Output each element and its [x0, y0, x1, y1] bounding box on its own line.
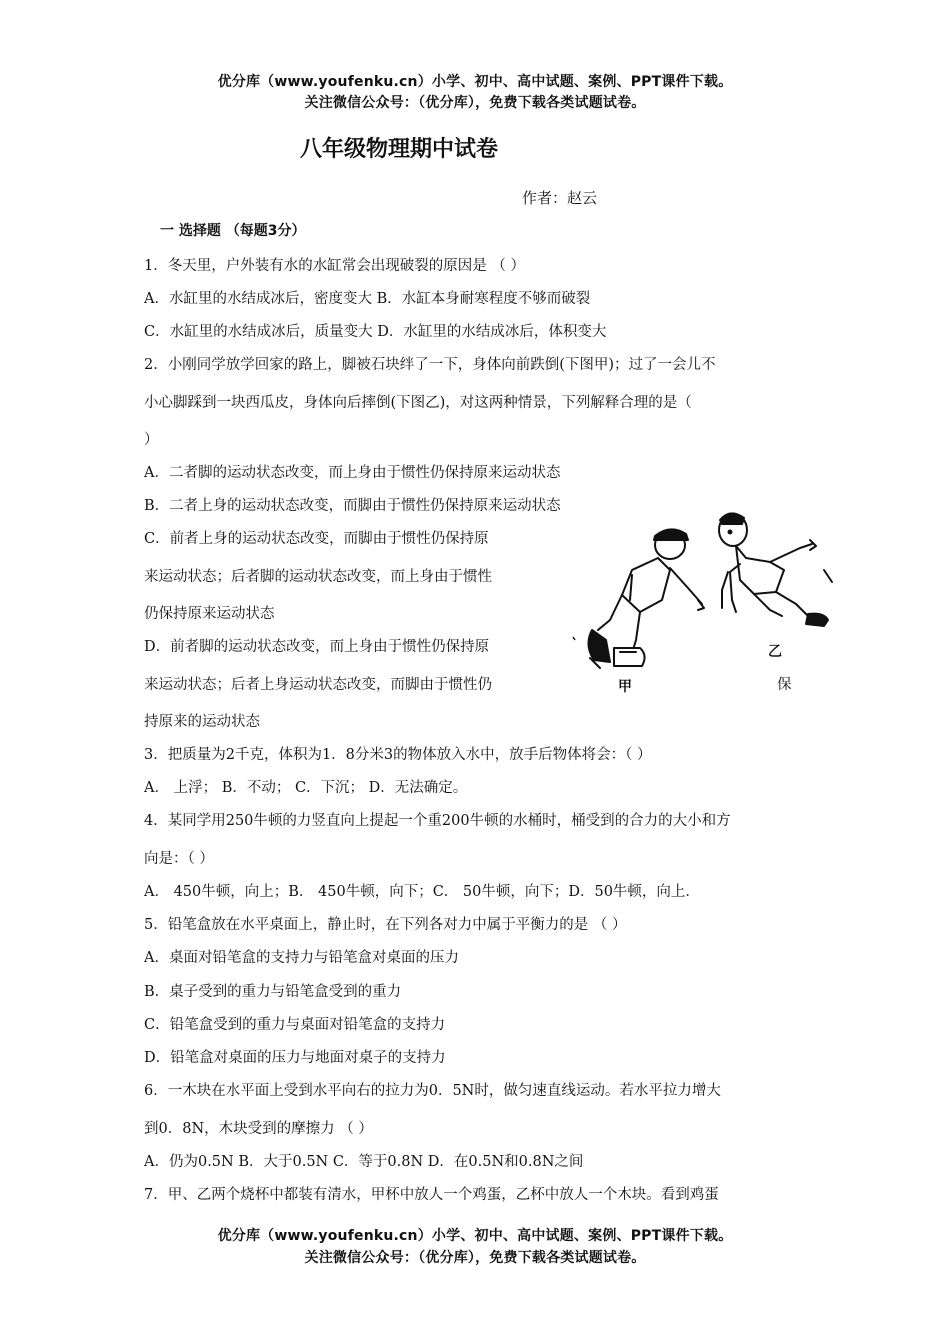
- question-line: A．仍为0.5N B．大于0.5N C．等于0.8N D．在0.5N和0.8N之间: [144, 1154, 584, 1170]
- question-line: A．水缸里的水结成冰后，密度变大 B．水缸本身耐寒程度不够而破裂: [144, 291, 591, 307]
- figure-drawing: [570, 500, 840, 700]
- header-line-1: 优分库（www.youfenku.cn）小学、初中、高中试题、案例、PPT课件下载。: [217, 74, 733, 90]
- question-line: 小心脚踩到一块西瓜皮，身体向后摔倒(下图乙)，对这两种情景，下列解释合理的是（: [144, 395, 692, 411]
- question-line: 来运动状态；后者脚的运动状态改变，而上身由于惯性: [144, 569, 492, 585]
- question-line: B．二者上身的运动状态改变，而脚由于惯性仍保持原来运动状态: [144, 498, 561, 514]
- question-line: D．铅笔盒对桌面的压力与地面对桌子的支持力: [144, 1050, 446, 1066]
- question-line: A． 450牛顿，向上；B． 450牛顿，向下；C． 50牛顿，向下；D．50牛顿，向上．: [144, 884, 700, 900]
- question-line: C．铅笔盒受到的重力与桌面对铅笔盒的支持力: [144, 1017, 446, 1033]
- question-line: 仍保持原来运动状态: [144, 606, 275, 622]
- question-line: A．桌面对铅笔盒的支持力与铅笔盒对桌面的压力: [144, 950, 459, 966]
- header-line-2: 关注微信公众号：（优分库），免费下载各类试题试卷。: [304, 95, 646, 111]
- question-line: A．二者脚的运动状态改变，而上身由于惯性仍保持原来运动状态: [144, 465, 561, 481]
- question-line: 5．铅笔盒放在水平桌面上，静止时，在下列各对力中属于平衡力的是 （ ）: [144, 917, 627, 933]
- figure-label-yi: 乙: [768, 644, 782, 660]
- question-line: 6．一木块在水平面上受到水平向右的拉力为0．5N时，做匀速直线运动。若水平拉力增大: [144, 1083, 721, 1099]
- figure-label-bao: 保: [777, 677, 792, 693]
- section-heading: 一 选择题 （每题3分）: [160, 223, 306, 239]
- page-title: 八年级物理期中试卷: [300, 137, 499, 162]
- falling-boys-figure: [570, 500, 840, 700]
- question-line: C．前者上身的运动状态改变，而脚由于惯性仍保持原: [144, 531, 489, 547]
- question-line: 4．某同学用250牛顿的力竖直向上提起一个重200牛顿的水桶时，桶受到的合力的大小和方: [144, 813, 731, 829]
- question-line: C．水缸里的水结成冰后，质量变大 D．水缸里的水结成冰后，体积变大: [144, 324, 607, 340]
- question-line: 到0．8N，木块受到的摩擦力 （ ）: [144, 1121, 373, 1137]
- question-line: 1．冬天里，户外装有水的水缸常会出现破裂的原因是 （ ）: [144, 258, 525, 274]
- question-line: 7．甲、乙两个烧杯中都装有清水，甲杯中放人一个鸡蛋，乙杯中放人一个木块。看到鸡蛋: [144, 1187, 719, 1203]
- question-line: A． 上浮； B．不动； C．下沉； D．无法确定。: [144, 780, 468, 796]
- question-line: 3．把质量为2千克，体积为1．8分米3的物体放入水中，放手后物体将会：（ ）: [144, 747, 652, 763]
- question-line: 持原来的运动状态: [144, 714, 260, 730]
- question-line: 向是：（ ）: [144, 851, 214, 867]
- author: 作者：赵云: [522, 189, 598, 207]
- figure-label-jia: 甲: [618, 679, 632, 695]
- footer-line-1: 优分库（www.youfenku.cn）小学、初中、高中试题、案例、PPT课件下载。: [217, 1228, 733, 1244]
- question-line: 来运动状态；后者上身运动状态改变，而脚由于惯性仍: [144, 677, 492, 693]
- question-line: ）: [144, 432, 159, 448]
- question-line: D．前者脚的运动状态改变，而上身由于惯性仍保持原: [144, 639, 490, 655]
- footer-line-2: 关注微信公众号：（优分库），免费下载各类试题试卷。: [304, 1250, 646, 1266]
- question-line: 2．小刚同学放学回家的路上，脚被石块绊了一下，身体向前跌倒(下图甲)；过了一会儿不: [144, 357, 716, 373]
- question-line: B．桌子受到的重力与铅笔盒受到的重力: [144, 984, 402, 1000]
